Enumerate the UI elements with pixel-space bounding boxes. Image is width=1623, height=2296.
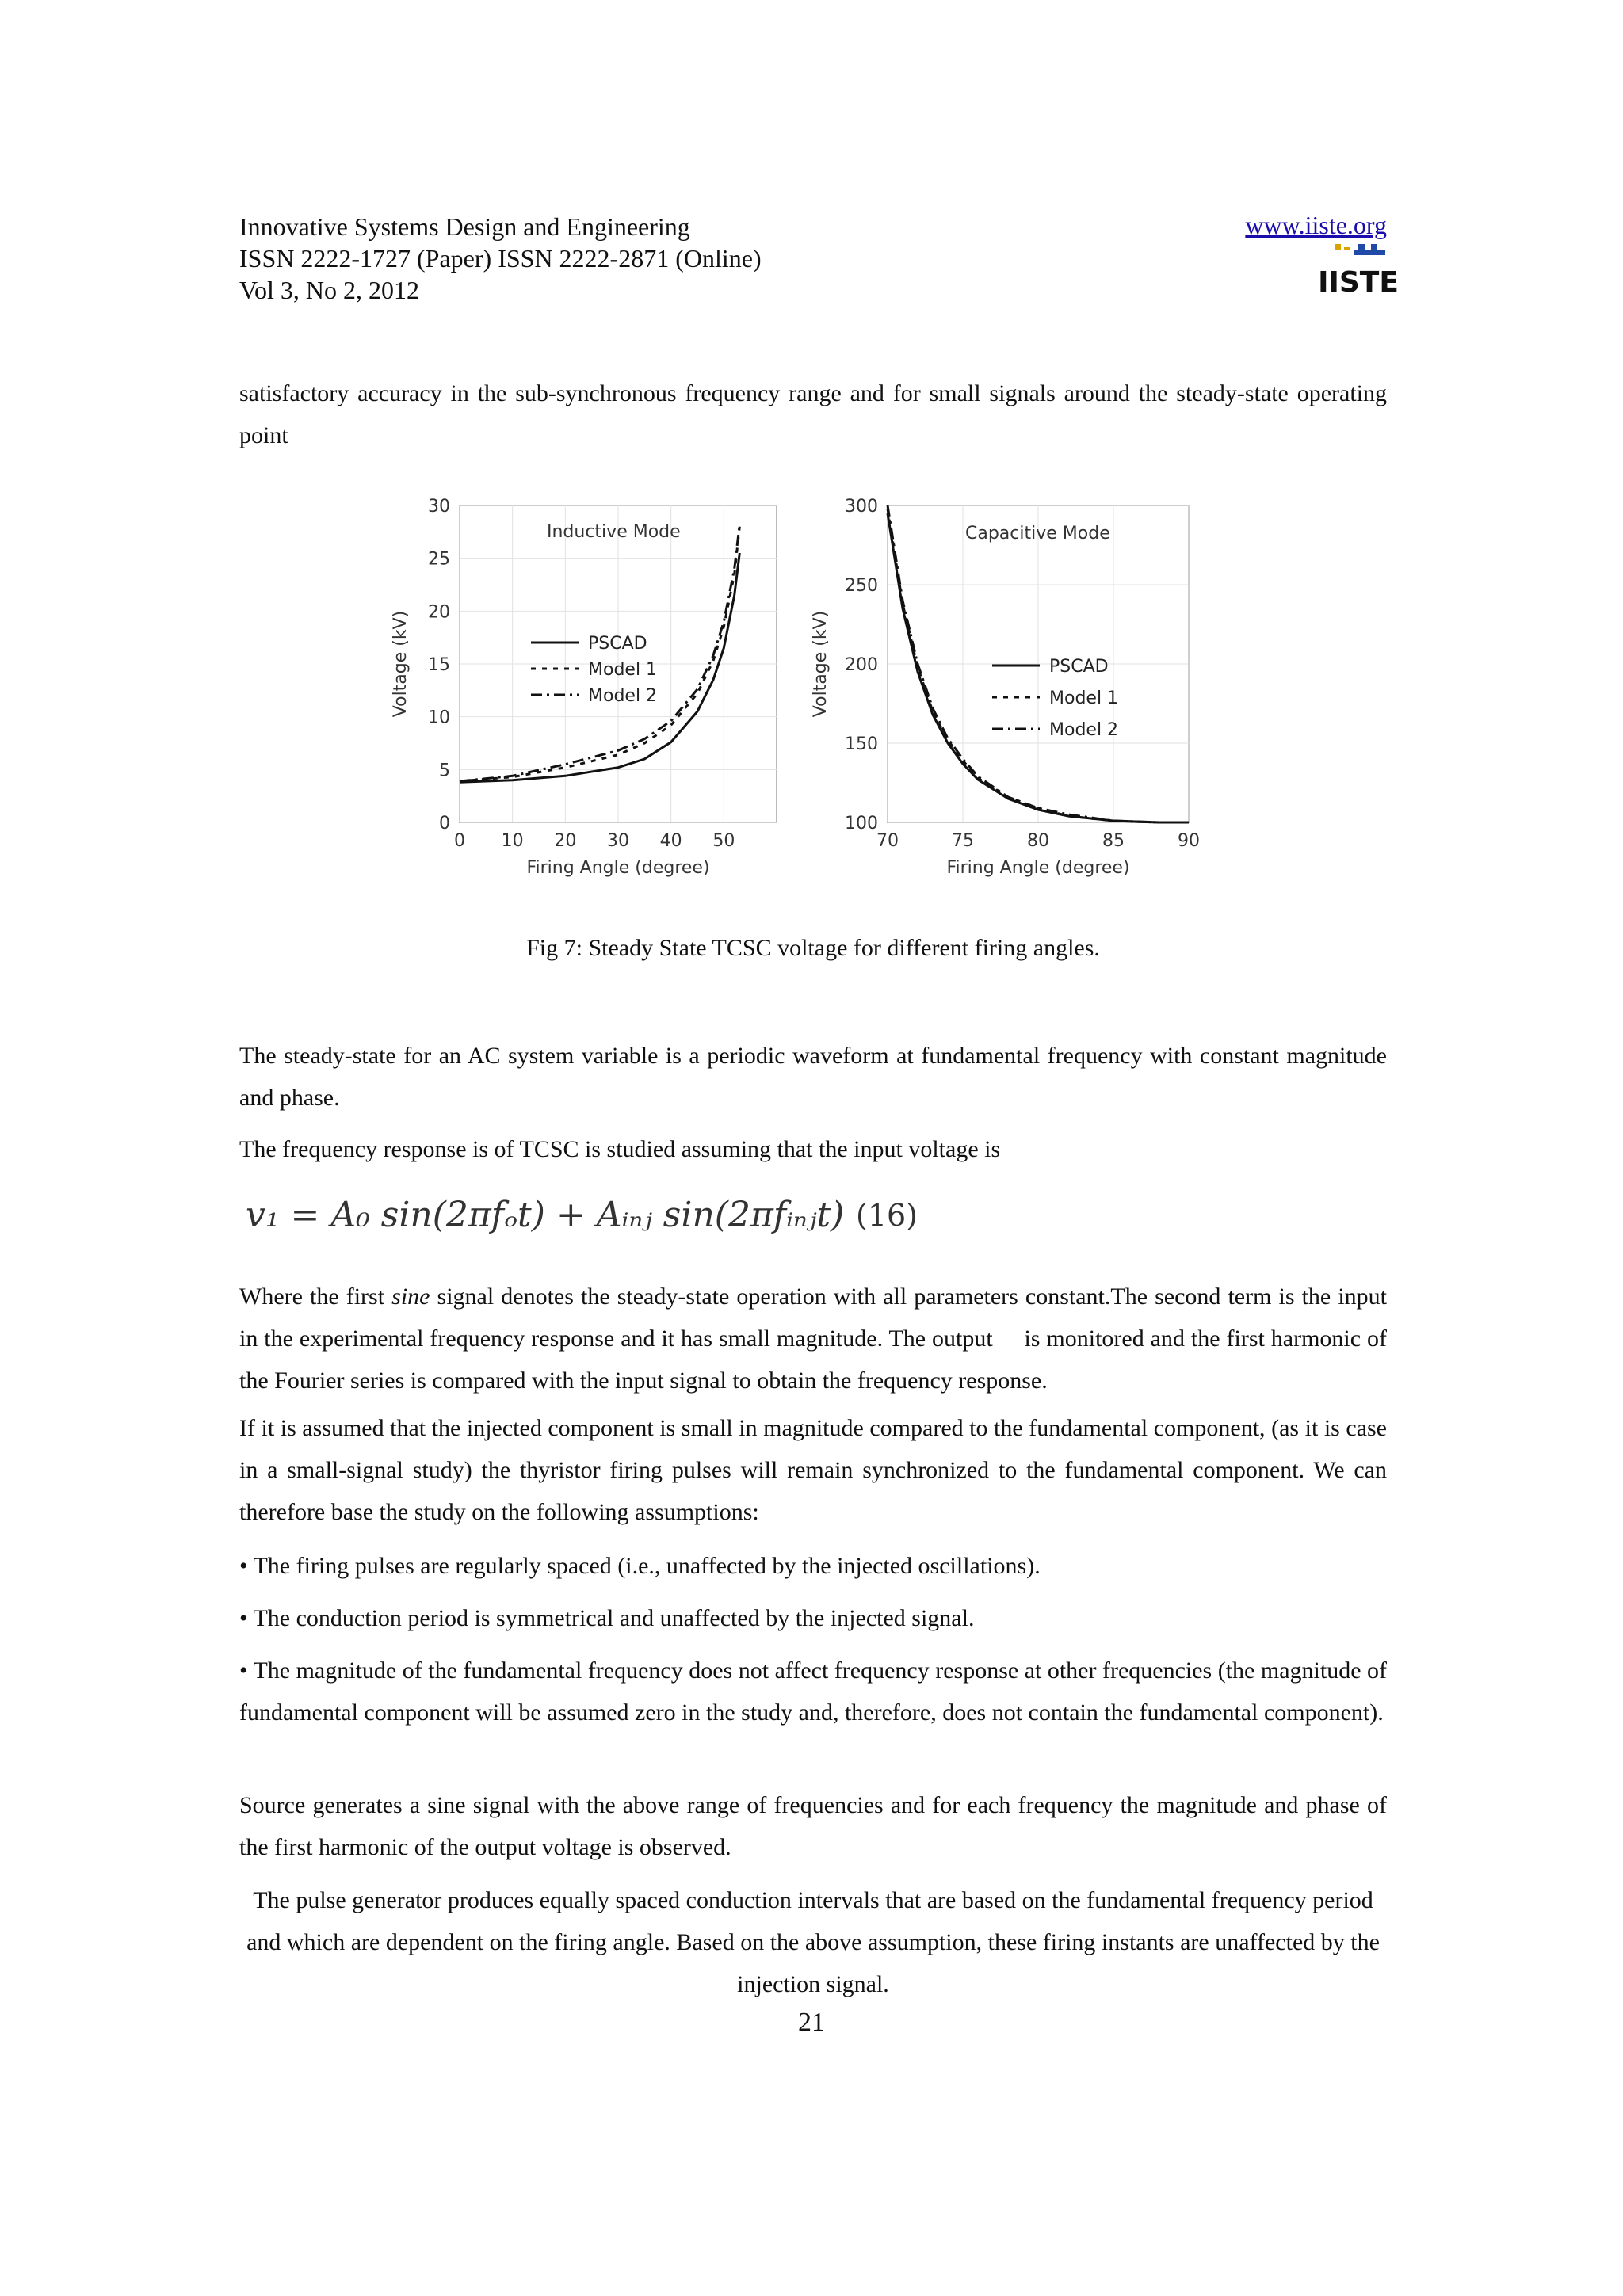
journal-title: Innovative Systems Design and Engineering [239,212,690,241]
iiste-logo [1318,242,1399,299]
y-tick-label: 25 [428,549,450,570]
y-tick-label: 5 [439,761,450,781]
paragraph-steady-state: The steady-state for an AC system variable is a periodic waveform at fundamental frequency with constant magnitude and phase. [239,1043,1387,1111]
y-tick-label: 300 [845,497,878,517]
paragraph-where [239,1276,1387,1402]
journal-header [239,211,762,306]
website-link[interactable]: www.iiste.org [1245,211,1387,239]
journal-volume: Vol 3, No 2, 2012 [239,276,419,304]
x-tick-label: 20 [554,831,577,851]
paragraph-source: Source generates a sine signal with the above range of frequencies and for each frequency the magnitude and phase of the first harmonic of the output voltage is observed. [239,1792,1387,1860]
para3-emphasis: sine [391,1283,430,1310]
chart-inductive [391,497,777,878]
x-tick-label: 75 [952,831,974,851]
y-tick-label: 20 [428,602,450,623]
legend [531,634,657,706]
x-tick-label: 70 [876,831,899,851]
journal-issn: ISSN 2222-1727 (Paper) ISSN 2222-2871 (Online) [239,244,762,273]
chart-title: Capacitive Mode [965,524,1110,543]
bullet-3: • The magnitude of the fundamental frequency does not affect frequency response at other frequencies (the magnitude of fundamental component will be assumed zero in the study and, therefore, does not contain the fundamental component). [239,1657,1387,1726]
y-tick-label: 10 [428,707,450,728]
para3-pre: Where the first [239,1283,392,1310]
y-axis-label: Voltage (kV) [391,610,411,718]
paragraph-frequency-response: The frequency response is of TCSC is studied assuming that the input voltage is [239,1136,1001,1162]
x-tick-label: 90 [1178,831,1200,851]
x-tick-label: 80 [1027,831,1049,851]
x-tick-label: 40 [659,831,682,851]
equation-16: v₁ = A₀ sin(2πfₒt) + Aᵢₙⱼ sin(2πfᵢₙⱼt) [246,1195,845,1235]
equation-number: (16) [856,1198,918,1233]
para3-post: signal denotes the steady-state operation with all parameters constant.The second term is the input in the experimental frequency response and it has small magnitude. The output is monitored and the first harmonic of the Fourier series is compared with the input signal to obtain the frequency response. [239,1283,1387,1394]
x-tick-label: 30 [607,831,629,851]
page-number: 21 [798,2008,825,2037]
intro-paragraph: satisfactory accuracy in the sub-synchronous frequency range and for small signals around the steady-state operating point [239,380,1387,448]
x-axis-label: Firing Angle (degree) [526,858,710,878]
y-tick-label: 15 [428,655,450,675]
y-tick-label: 150 [845,734,878,754]
y-tick-label: 100 [845,814,878,833]
series-line-model-1 [460,527,739,781]
legend-label-pscad: PSCAD [1049,657,1109,677]
chart-title: Inductive Mode [547,522,681,542]
y-axis-label: Voltage (kV) [811,610,831,718]
paragraph-assumption: If it is assumed that the injected component is small in magnitude compared to the fundamental component, (as it is case in a small-signal study) the thyristor firing pulses will remain synchronized to the fundamental component. We can therefore base the study on the following assumptions: [239,1415,1387,1525]
x-tick-label: 50 [712,831,735,851]
legend-label-model2: Model 2 [1049,720,1119,740]
bullet-2: • The conduction period is symmetrical and unaffected by the injected signal. [239,1605,975,1631]
paragraph-pulse-generator: The pulse generator produces equally spaced conduction intervals that are based on the fundamental frequency period and which are dependent on the firing angle. Based on the above assumption, these firing instants are unaffected by the injection signal. [246,1887,1380,1997]
figure-caption: Fig 7: Steady State TCSC voltage for different firing angles. [526,935,1100,961]
legend-label-model1: Model 1 [588,660,658,680]
legend-label-pscad: PSCAD [588,634,647,654]
legend-label-model1: Model 1 [1049,688,1119,708]
x-tick-label: 85 [1102,831,1125,851]
bullet-1: • The firing pulses are regularly spaced (i.e., unaffected by the injected oscillations). [239,1553,1041,1579]
legend [992,657,1118,740]
y-tick-label: 200 [845,655,878,675]
x-tick-label: 10 [501,831,524,851]
y-tick-label: 250 [845,576,878,596]
legend-label-model2: Model 2 [588,686,658,706]
x-tick-label: 0 [454,831,465,851]
x-axis-label: Firing Angle (degree) [946,858,1130,878]
figure-7 [372,488,1228,900]
y-tick-label: 0 [439,814,450,833]
logo-text: IISTE [1318,266,1399,299]
y-tick-label: 30 [428,497,450,517]
chart-capacitive [811,497,1200,878]
